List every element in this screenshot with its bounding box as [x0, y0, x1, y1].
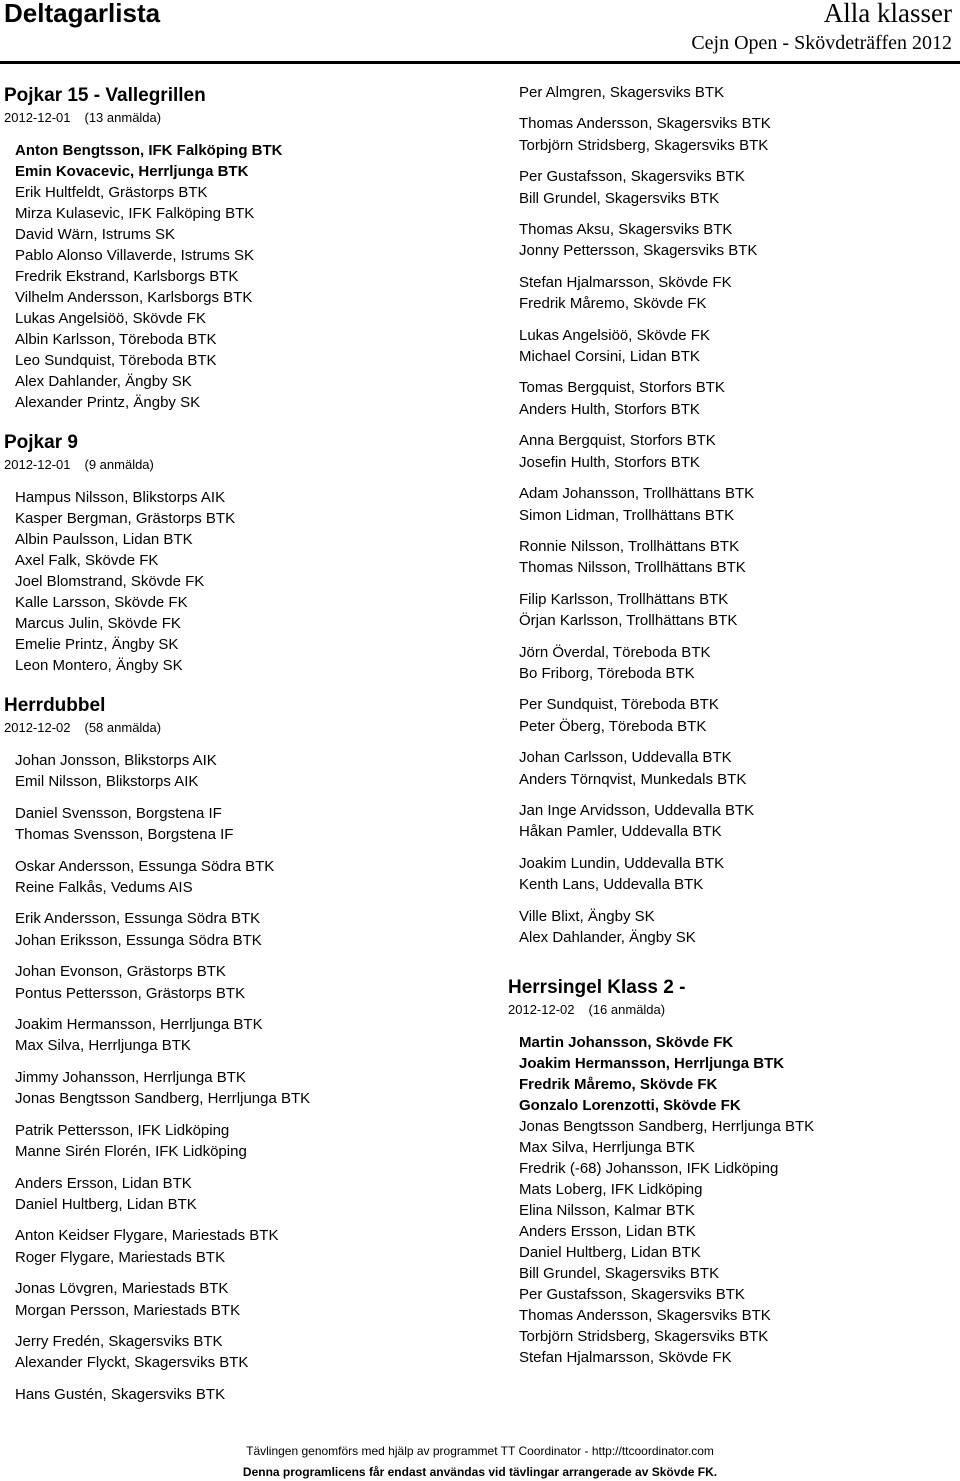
pair-player: Per Sundquist, Töreboda BTK [519, 696, 719, 714]
doubles-pair [15, 1173, 494, 1216]
pair-player: Anna Bergquist, Storfors BTK [519, 432, 716, 450]
participant-entry: Lukas Angelsiöö, Skövde FK [15, 310, 206, 327]
pair-list [4, 750, 494, 1405]
doubles-pair [15, 1120, 494, 1163]
pair-player: Daniel Svensson, Borgstena IF [15, 804, 222, 822]
doubles-pair [519, 219, 954, 262]
section-title: Herrsingel Klass 2 - [508, 977, 686, 999]
pair-player: Jonas Bengtsson Sandberg, Herrljunga BTK [15, 1090, 311, 1108]
doubles-pair [519, 430, 954, 473]
section-title: Pojkar 9 [4, 432, 78, 453]
section-pojkar9 [4, 431, 494, 676]
participant-entry: Kalle Larsson, Skövde FK [15, 594, 188, 611]
pair-player: Anton Keidser Flygare, Mariestads BTK [15, 1227, 279, 1245]
doubles-pair [519, 82, 954, 103]
pair-player: Per Almgren, Skagersviks BTK [519, 84, 725, 101]
pair-player: Johan Eriksson, Essunga Södra BTK [15, 931, 262, 949]
participant-entry: Elina Nilsson, Kalmar BTK [519, 1202, 695, 1220]
participant-entry: Alex Dahlander, Ängby SK [15, 373, 192, 390]
participant-entry: Kasper Bergman, Grästorps BTK [15, 510, 236, 527]
pair-player: Fredrik Måremo, Skövde FK [519, 295, 707, 313]
pair-player: Johan Jonsson, Blikstorps AIK [15, 752, 217, 769]
participant-entry: Albin Paulsson, Lidan BTK [15, 531, 193, 548]
section-spacer [4, 413, 494, 431]
pair-player: Jonny Pettersson, Skagersviks BTK [519, 242, 758, 260]
section-herrsingel2 [508, 976, 954, 1368]
pair-player: Thomas Andersson, Skagersviks BTK [519, 115, 771, 133]
participant-entry: Leo Sundquist, Töreboda BTK [15, 352, 217, 369]
pair-player: Thomas Aksu, Skagersviks BTK [519, 221, 733, 239]
pair-player: Joakim Lundin, Uddevalla BTK [519, 854, 725, 872]
pair-player: Thomas Svensson, Borgstena IF [15, 826, 234, 844]
participant-entry: Jonas Bengtsson Sandberg, Herrljunga BTK [519, 1118, 815, 1136]
pair-player: Adam Johansson, Trollhättans BTK [519, 485, 755, 503]
participant-entry: Per Gustafsson, Skagersviks BTK [519, 1286, 745, 1304]
section-meta [4, 108, 494, 128]
doubles-pair [519, 853, 954, 896]
doubles-pair [15, 803, 494, 846]
pair-player: Torbjörn Stridsberg, Skagersviks BTK [519, 136, 769, 154]
pair-player: Roger Flygare, Mariestads BTK [15, 1248, 226, 1266]
class-scope-title: Alla klasser [823, 0, 952, 28]
pair-player: Hans Gustén, Skagersviks BTK [15, 1385, 226, 1403]
pair-player: Daniel Hultberg, Lidan BTK [15, 1195, 197, 1213]
participant-entry: Alexander Printz, Ängby SK [15, 394, 201, 411]
participant-entry: Leon Montero, Ängby SK [15, 657, 183, 674]
doubles-pair [15, 961, 494, 1004]
participant-entry: Stefan Hjalmarsson, Skövde FK [519, 1349, 732, 1367]
pair-player: Patrik Pettersson, IFK Lidköping [15, 1121, 230, 1139]
doubles-pair [519, 166, 954, 209]
participant-entry: Joakim Hermansson, Herrljunga BTK [519, 1055, 785, 1073]
section-date: 2012-12-01 [4, 457, 71, 472]
participant-list [4, 487, 494, 676]
section-meta [4, 455, 494, 475]
page-header [0, 0, 960, 66]
section-meta [508, 1000, 954, 1020]
section-count: (13 anmälda) [84, 110, 162, 125]
participant-entry: Vilhelm Andersson, Karlsborgs BTK [15, 289, 253, 306]
section-title: Herrdubbel [4, 695, 106, 716]
doubles-pair [519, 694, 954, 737]
participant-entry: Emelie Printz, Ängby SK [15, 636, 179, 653]
participant-entry: Martin Johansson, Skövde FK [519, 1034, 734, 1052]
doubles-pair [519, 325, 954, 368]
doubles-pair [15, 1331, 494, 1374]
section-date: 2012-12-02 [508, 1002, 575, 1018]
footer-software-note: Tävlingen genomförs med hjälp av programmet TT Coordinator - http://ttcoordinator.com [246, 1444, 714, 1458]
participant-entry: Mats Loberg, IFK Lidköping [519, 1181, 703, 1199]
pair-player: Jerry Fredén, Skagersviks BTK [15, 1332, 223, 1350]
doubles-pair [519, 906, 954, 949]
participant-entry: Bill Grundel, Skagersviks BTK [519, 1265, 720, 1283]
participant-entry: Fredrik Ekstrand, Karlsborgs BTK [15, 268, 239, 285]
participant-entry: Fredrik Måremo, Skövde FK [519, 1076, 718, 1094]
pair-player: Oskar Andersson, Essunga Södra BTK [15, 857, 275, 875]
doubles-pair [519, 589, 954, 632]
section-spacer [508, 958, 954, 976]
pair-list-continued [508, 82, 954, 948]
right-column [508, 82, 954, 1368]
participant-entry: Albin Karlsson, Töreboda BTK [15, 331, 217, 348]
participant-entry: Mirza Kulasevic, IFK Falköping BTK [15, 205, 255, 222]
participant-entry: Daniel Hultberg, Lidan BTK [519, 1244, 701, 1262]
document-title: Deltagarlista [4, 0, 161, 28]
pair-player: Håkan Pamler, Uddevalla BTK [519, 823, 722, 841]
pair-player: Kenth Lans, Uddevalla BTK [519, 876, 704, 894]
pair-player: Jörn Överdal, Töreboda BTK [519, 643, 711, 661]
doubles-pair [15, 1067, 494, 1110]
pair-player: Örjan Karlsson, Trollhättans BTK [519, 612, 738, 630]
section-count: (9 anmälda) [84, 457, 154, 472]
pair-player: Anders Ersson, Lidan BTK [15, 1174, 192, 1192]
pair-player: Tomas Bergquist, Storfors BTK [519, 379, 725, 397]
pair-player: Stefan Hjalmarsson, Skövde FK [519, 273, 732, 291]
pair-player: Manne Sirén Florén, IFK Lidköping [15, 1143, 247, 1161]
participant-entry: David Wärn, Istrums SK [15, 226, 176, 243]
pair-player: Bill Grundel, Skagersviks BTK [519, 189, 720, 207]
participant-entry: Erik Hultfeldt, Grästorps BTK [15, 184, 208, 201]
pair-player: Erik Andersson, Essunga Södra BTK [15, 910, 261, 928]
section-pojkar15 [4, 84, 494, 413]
pair-player: Johan Evonson, Grästorps BTK [15, 963, 226, 981]
participant-entry: Pablo Alonso Villaverde, Istrums SK [15, 247, 255, 264]
doubles-pair [15, 908, 494, 951]
doubles-pair [15, 1225, 494, 1268]
pair-player: Anders Hulth, Storfors BTK [519, 400, 700, 418]
participant-list [4, 140, 494, 413]
pair-player: Ville Blixt, Ängby SK [519, 907, 655, 925]
pair-player: Ronnie Nilsson, Trollhättans BTK [519, 537, 740, 555]
doubles-pair [519, 113, 954, 156]
participant-entry: Axel Falk, Skövde FK [15, 552, 159, 569]
pair-player: Lukas Angelsiöö, Skövde FK [519, 326, 710, 344]
section-date: 2012-12-02 [4, 720, 71, 735]
pair-player: Bo Friborg, Töreboda BTK [519, 664, 695, 682]
participant-entry: Hampus Nilsson, Blikstorps AIK [15, 489, 226, 506]
participant-entry: Anton Bengtsson, IFK Falköping BTK [15, 142, 283, 159]
doubles-pair [519, 272, 954, 315]
pair-player: Jonas Lövgren, Mariestads BTK [15, 1280, 229, 1298]
doubles-pair [519, 536, 954, 579]
participant-list [508, 1032, 954, 1368]
participant-entry: Max Silva, Herrljunga BTK [519, 1139, 695, 1157]
section-meta [4, 718, 494, 738]
tournament-name: Cejn Open - Skövdeträffen 2012 [691, 32, 952, 54]
pair-player: Pontus Pettersson, Grästorps BTK [15, 984, 246, 1002]
doubles-pair [519, 377, 954, 420]
pair-player: Alexander Flyckt, Skagersviks BTK [15, 1354, 249, 1372]
participant-entry: Thomas Andersson, Skagersviks BTK [519, 1307, 771, 1325]
participant-entry: Anders Ersson, Lidan BTK [519, 1223, 696, 1241]
participant-entry: Marcus Julin, Skövde FK [15, 615, 181, 632]
doubles-pair [519, 800, 954, 843]
pair-player: Jan Inge Arvidsson, Uddevalla BTK [519, 801, 755, 819]
pair-player: Morgan Persson, Mariestads BTK [15, 1301, 241, 1319]
doubles-pair [15, 1014, 494, 1057]
footer-license-note: Denna programlicens får endast användas vid tävlingar arrangerade av Skövde FK. [242, 1465, 718, 1479]
doubles-pair [15, 1384, 494, 1405]
pair-player: Joakim Hermansson, Herrljunga BTK [15, 1016, 263, 1034]
section-spacer [4, 676, 494, 694]
section-count: (16 anmälda) [588, 1002, 666, 1018]
pair-player: Thomas Nilsson, Trollhättans BTK [519, 559, 746, 577]
doubles-pair [15, 856, 494, 899]
pair-player: Emil Nilsson, Blikstorps AIK [15, 773, 199, 791]
pair-player: Johan Carlsson, Uddevalla BTK [519, 749, 732, 767]
doubles-pair [519, 747, 954, 790]
left-column [4, 84, 494, 1415]
participant-entry: Emin Kovacevic, Herrljunga BTK [15, 163, 249, 180]
section-date: 2012-12-01 [4, 110, 71, 125]
participant-entry: Torbjörn Stridsberg, Skagersviks BTK [519, 1328, 769, 1346]
doubles-pair [15, 750, 494, 793]
pair-player: Anders Törnqvist, Munkedals BTK [519, 770, 747, 788]
pair-player: Simon Lidman, Trollhättans BTK [519, 506, 735, 524]
pair-player: Filip Karlsson, Trollhättans BTK [519, 590, 729, 608]
participant-entry: Gonzalo Lorenzotti, Skövde FK [519, 1097, 741, 1115]
pair-player: Alex Dahlander, Ängby SK [519, 929, 696, 946]
pair-player: Reine Falkås, Vedums AIS [15, 879, 193, 897]
pair-player: Michael Corsini, Lidan BTK [519, 348, 700, 366]
participant-entry: Joel Blomstrand, Skövde FK [15, 573, 205, 590]
pair-player: Max Silva, Herrljunga BTK [15, 1037, 191, 1055]
header-divider [0, 61, 960, 64]
section-herrdubbel [4, 694, 494, 1405]
doubles-pair [519, 642, 954, 685]
section-count: (58 anmälda) [84, 720, 162, 735]
pair-player: Peter Öberg, Töreboda BTK [519, 717, 707, 735]
doubles-pair [519, 483, 954, 526]
pair-player: Per Gustafsson, Skagersviks BTK [519, 168, 745, 186]
doubles-pair [15, 1278, 494, 1321]
pair-player: Jimmy Johansson, Herrljunga BTK [15, 1068, 246, 1086]
pair-player: Josefin Hulth, Storfors BTK [519, 453, 700, 471]
section-title: Pojkar 15 - Vallegrillen [4, 85, 206, 106]
participant-entry: Fredrik (-68) Johansson, IFK Lidköping [519, 1160, 779, 1178]
